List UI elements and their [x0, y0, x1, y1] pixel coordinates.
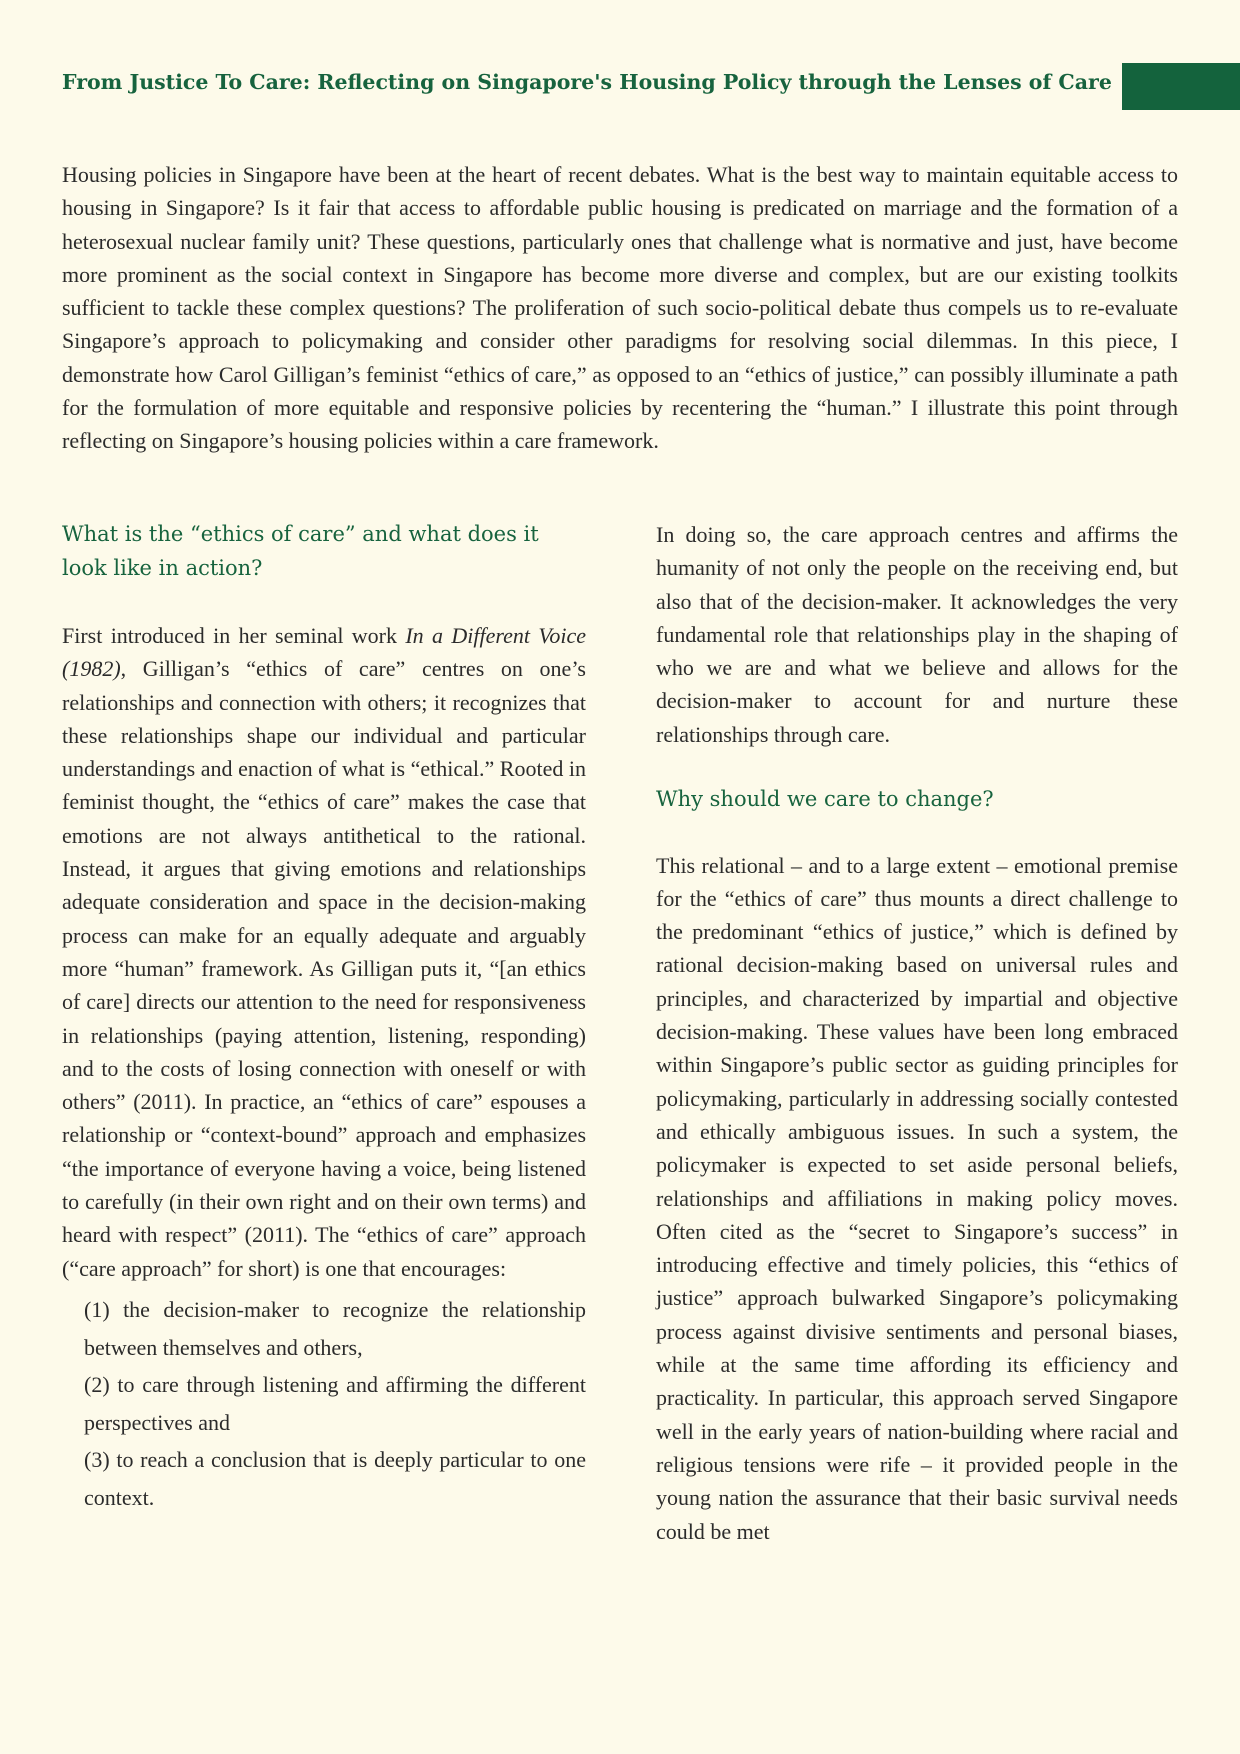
- intro-paragraph: Housing policies in Singapore have been at the heart of recent debates. What is the best way to maintain equitable access to housing in Singapore? Is it fair that access to affordable public housing is predicated on marriage and the formation of a heterosexual nuclear family unit? These questions, particularly ones that challenge what is normative and just, have become more prominent as the social context in Singapore has become more diverse and complex, but are our existing toolkits sufficient to tackle these complex questions? The proliferation of such socio-political debate thus compels us to re-evaluate Singapore’s approach to policymaking and consider other paradigms for resolving social dilemmas. In this piece, I demonstrate how Carol Gilligan’s feminist “ethics of care,” as opposed to an “ethics of justice,” can possibly illuminate a path for the formulation of more equitable and responsive policies by recentering the “human.” I illustrate this point through reflecting on Singapore’s housing policies within a care framework.: [62, 162, 1178, 454]
- ethics-of-care-paragraph: [62, 619, 586, 1285]
- list-item: (2) to care through listening and affirming the different perspectives and: [84, 1372, 586, 1435]
- header-accent-bar: [1122, 63, 1240, 110]
- paragraph-body-text: , Gilligan’s “ethics of care” centres on one’s relationships and connection with others; it recognizes that these relationships shape our individual and particular understandings and enaction of what is “ethical.” Rooted in feminist thought, the “ethics of care” makes the case that emotions are not always antithetical to the rational. Instead, it argues that giving emotions and relationships adequate consideration and space in the decision-making process can make for an equally adequate and arguably more “human” framework. As Gilligan puts it, “[an ethics of care] directs our attention to the need for responsiveness in relationships (paying attention, listening, responding) and to the costs of losing connection with oneself or with others” (2011). In practice, an “ethics of care” espouses a relationship or “context-bound” approach and emphasizes “the importance of everyone having a voice, being listened to carefully (in their own right and on their own terms) and heard with respect” (2011). The “ethics of care” approach (“care approach” for short) is one that encourages:: [62, 656, 586, 1281]
- care-approach-list: [62, 1291, 586, 1517]
- paragraph-intro-text: First introduced in her seminal work: [62, 623, 406, 648]
- ethics-of-justice-paragraph: This relational – and to a large extent – emotional premise for the “ethics of care” thus mounts a direct challenge to the predominant “ethics of justice,” which is defined by rational decision-making based on universal rules and principles, and characterized by impartial and objective decision-making. These values have been long embraced within Singapore’s public sector as guiding principles for policymaking, particularly in addressing socially contested and ethically ambiguous issues. In such a system, the policymaker is expected to set aside personal beliefs, relationships and affiliations in making policy moves. Often cited as the “secret to Singapore’s success” in introducing effective and timely policies, this “ethics of justice” approach bulwarked Singapore’s policymaking process against divisive sentiments and personal biases, while at the same time affording its efficiency and practicality. In particular, this approach served Singapore well in the early years of nation-building where racial and religious tensions were rife – it provided people in the young nation the assurance that their basic survival needs could be met: [656, 852, 1178, 1544]
- right-column: [656, 518, 1178, 1548]
- book-title: In a Different Voice (1982): [62, 623, 586, 682]
- page-header-title: From Justice To Care: Reflecting on Singapore's Housing Policy through the Lenses of Care: [62, 70, 1112, 94]
- list-item: (1) the decision-maker to recognize the relationship between themselves and others,: [84, 1296, 586, 1360]
- care-approach-paragraph: In doing so, the care approach centres and affirms the humanity of not only the people on the receiving end, but also that of the decision-maker. It acknowledges the very fundamental role that relationships play in the shaping of who we are and what we believe and allows for the decision-maker to account for and nurture these relationships through care.: [656, 522, 1178, 747]
- section-heading-why-change: Why should we care to change?: [656, 787, 994, 812]
- section-heading-ethics-of-care: What is the “ethics of care” and what does it look like in action?: [62, 522, 539, 580]
- list-item: (3) to reach a conclusion that is deeply particular to one context.: [84, 1447, 586, 1510]
- left-column: [62, 518, 586, 1517]
